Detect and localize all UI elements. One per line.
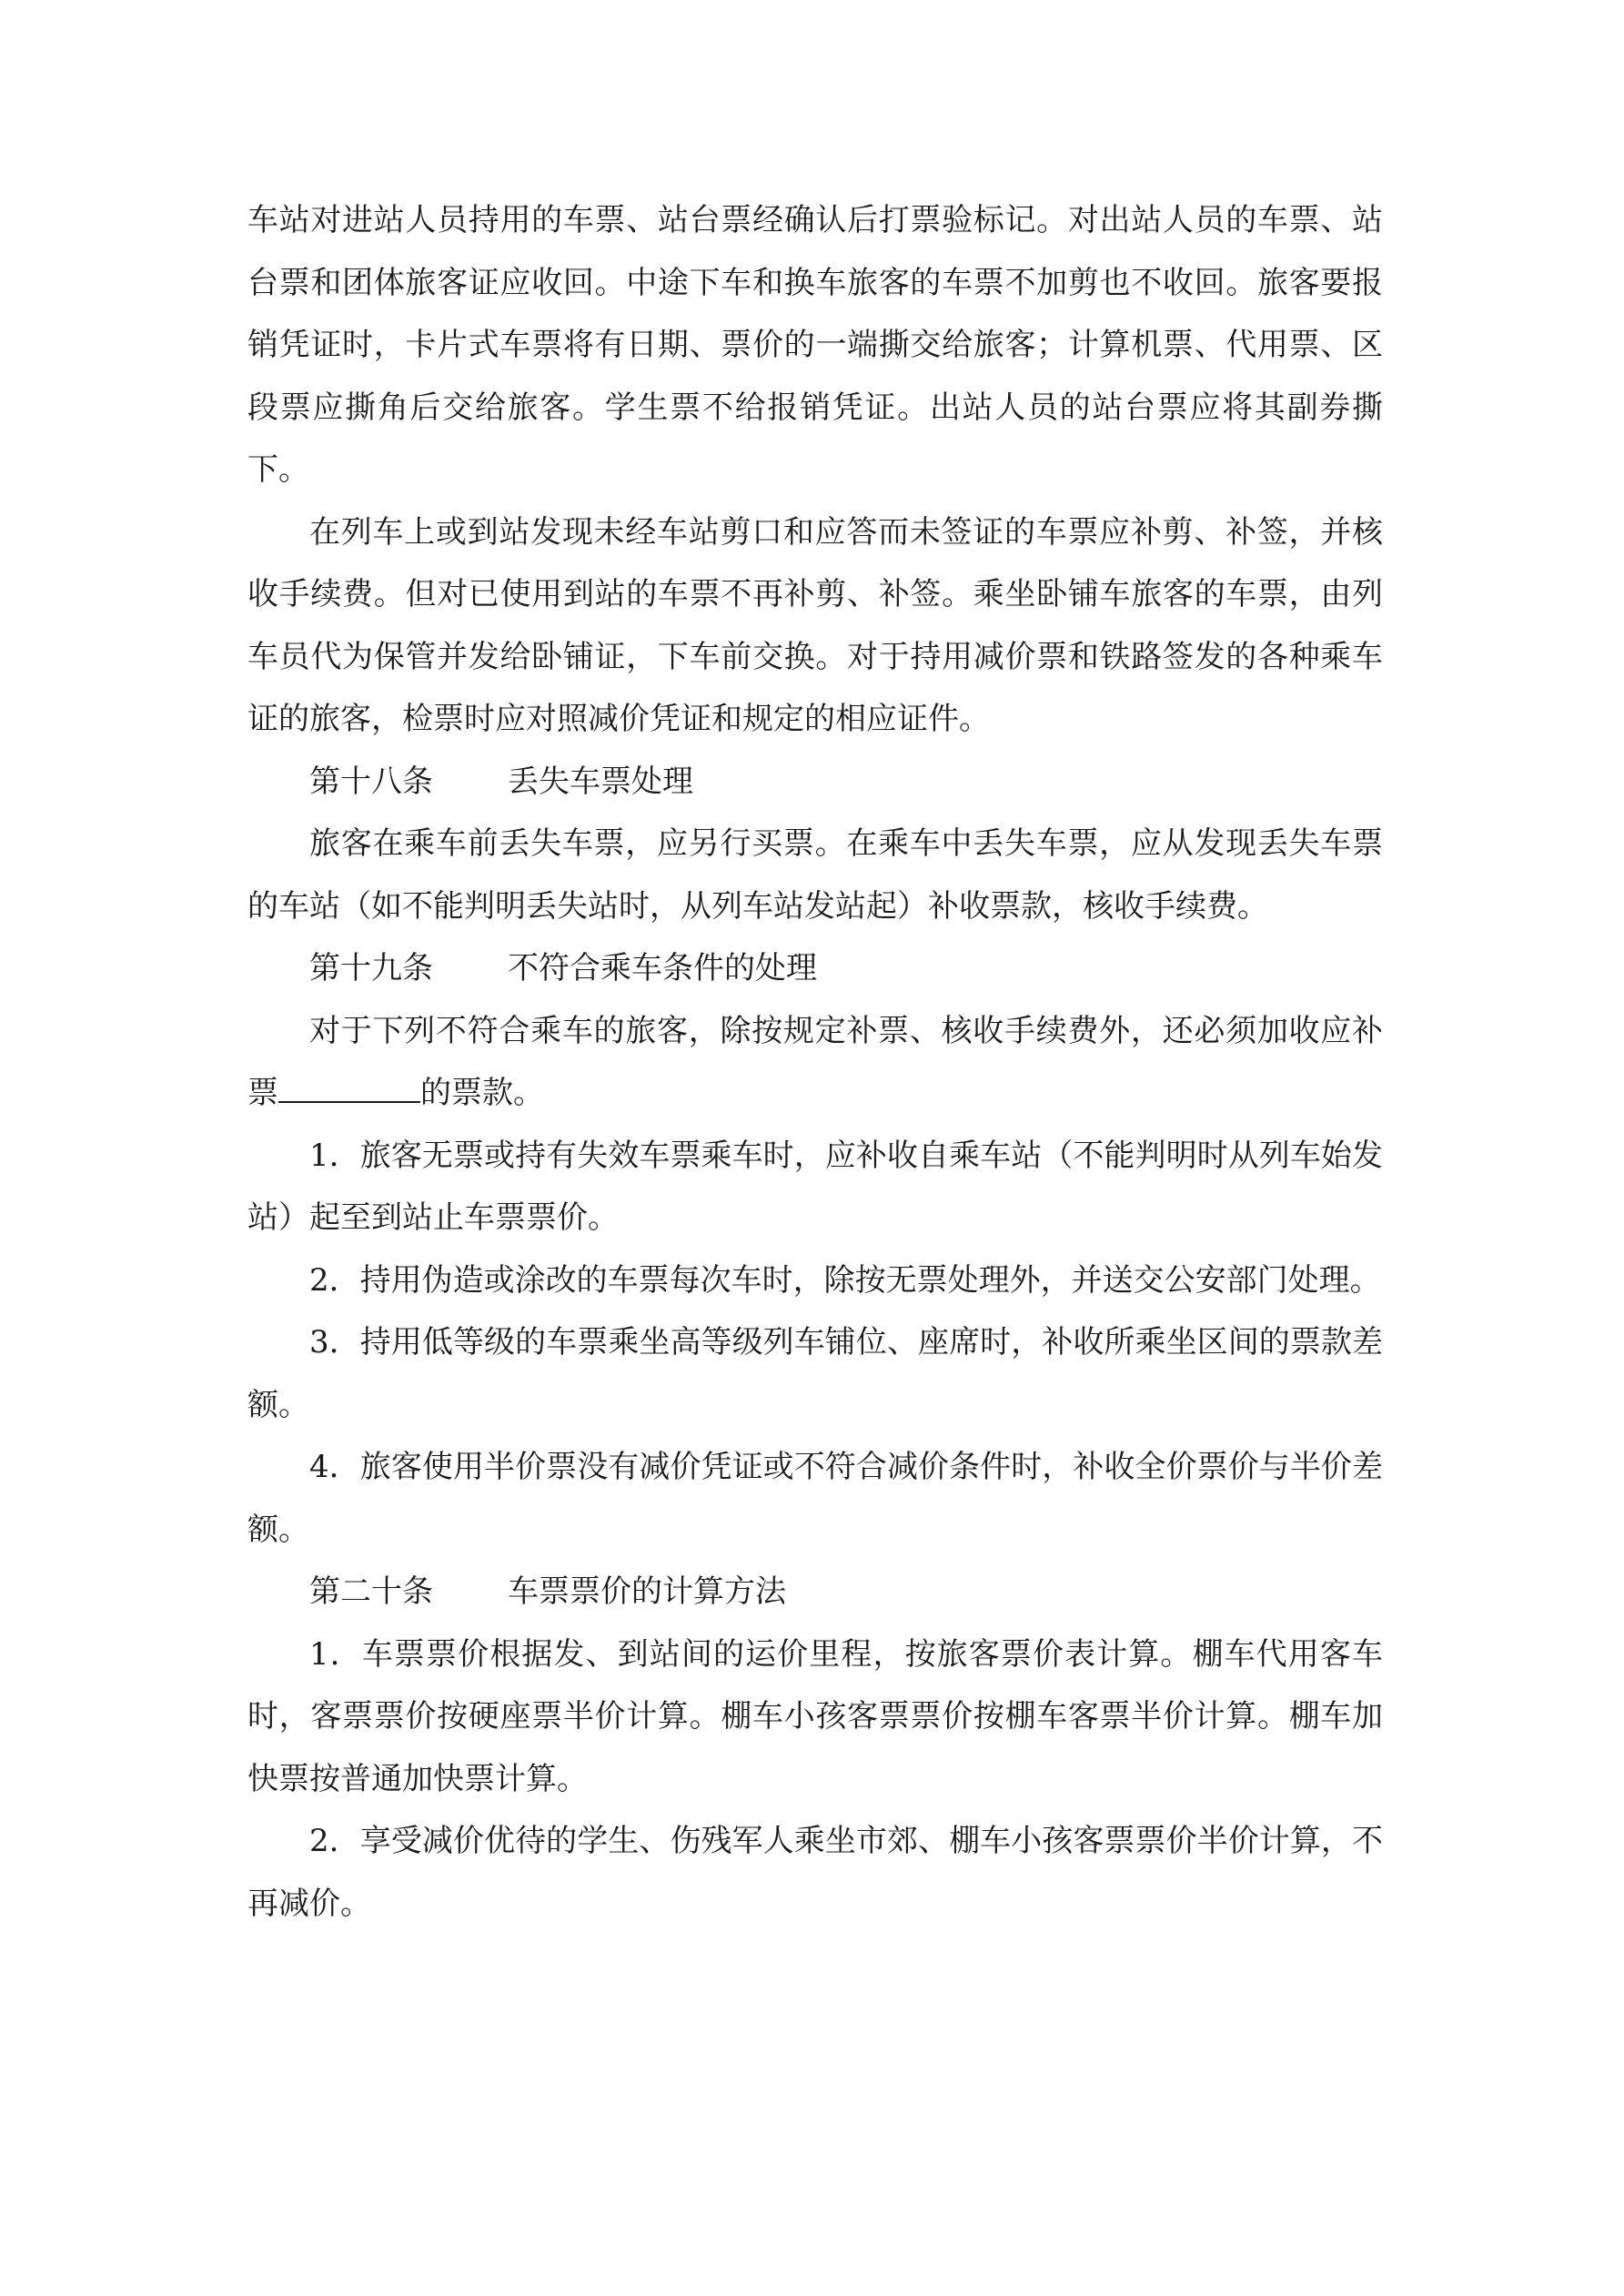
article-18-heading bbox=[247, 751, 1383, 814]
article-19-number: 第十九条 bbox=[309, 950, 433, 986]
article-19-heading bbox=[247, 937, 1383, 1000]
article-19-item-3: 3．持用低等级的车票乘坐高等级列车铺位、座席时，补收所乘坐区间的票款差额。 bbox=[247, 1324, 1383, 1423]
article-19-item-4: 4．旅客使用半价票没有减价凭证或不符合减价条件时，补收全价票价与半价差额。 bbox=[247, 1449, 1383, 1548]
fill-in-blank bbox=[278, 1076, 420, 1103]
paragraph-lost-ticket: 旅客在乘车前丢失车票，应另行买票。在乘车中丢失车票，应从发现丢失车票的车站（如不能判明丢失站时，从列车站发站起）补收票款，核收手续费。 bbox=[247, 825, 1383, 925]
article-19-title: 不符合乘车条件的处理 bbox=[508, 950, 817, 986]
article-20-heading bbox=[247, 1561, 1383, 1623]
article-18-number: 第十八条 bbox=[309, 763, 433, 800]
article-18-title: 丢失车票处理 bbox=[508, 763, 693, 800]
article-20-title: 车票票价的计算方法 bbox=[508, 1573, 786, 1610]
paragraph-ticket-check-exit: 车站对进站人员持用的车票、站台票经确认后打票验标记。对出站人员的车票、站台票和团体旅客证应收回。中途下车和换车旅客的车票不加剪也不收回。旅客要报销凭证时，卡片式车票将有日期、票价的一端撕交给旅客；计算机票、代用票、区段票应撕角后交给旅客。学生票不给报销凭证。出站人员的站台票应将其副券撕下。 bbox=[247, 202, 1383, 488]
surcharge-text-after: 的票款。 bbox=[420, 1075, 544, 1111]
document-body bbox=[247, 189, 1383, 1935]
article-20-item-1: 1．车票票价根据发、到站间的运价里程，按旅客票价表计算。棚车代用客车时，客票票价按硬座票半价计算。棚车小孩客票票价按棚车客票半价计算。棚车加快票按普通加快票计算。 bbox=[247, 1635, 1383, 1797]
surcharge-text-before: 对于下列不符合乘车的旅客，除按规定补票、核收手续费外，还必须加收应补票 bbox=[247, 1012, 1383, 1111]
article-19-item-1: 1．旅客无票或持有失效车票乘车时，应补收自乘车站（不能判明时从列车始发站）起至到站止车票票价。 bbox=[247, 1137, 1383, 1236]
paragraph-surcharge bbox=[247, 1000, 1383, 1125]
article-19-item-2: 2．持用伪造或涂改的车票每次车时，除按无票处理外，并送交公安部门处理。 bbox=[309, 1261, 1381, 1299]
article-20-item-2: 2．享受减价优待的学生、伤残军人乘坐市郊、棚车小孩客票票价半价计算，不再减价。 bbox=[247, 1823, 1383, 1922]
article-20-number: 第二十条 bbox=[309, 1573, 433, 1610]
paragraph-ticket-recheck: 在列车上或到站发现未经车站剪口和应答而未签证的车票应补剪、补签，并核收手续费。但对已使用到站的车票不再补剪、补签。乘坐卧铺车旅客的车票，由列车员代为保管并发给卧铺证，下车前交换。对于持用减价票和铁路签发的各种乘车证的旅客，检票时应对照减价凭证和规定的相应证件。 bbox=[247, 513, 1383, 737]
